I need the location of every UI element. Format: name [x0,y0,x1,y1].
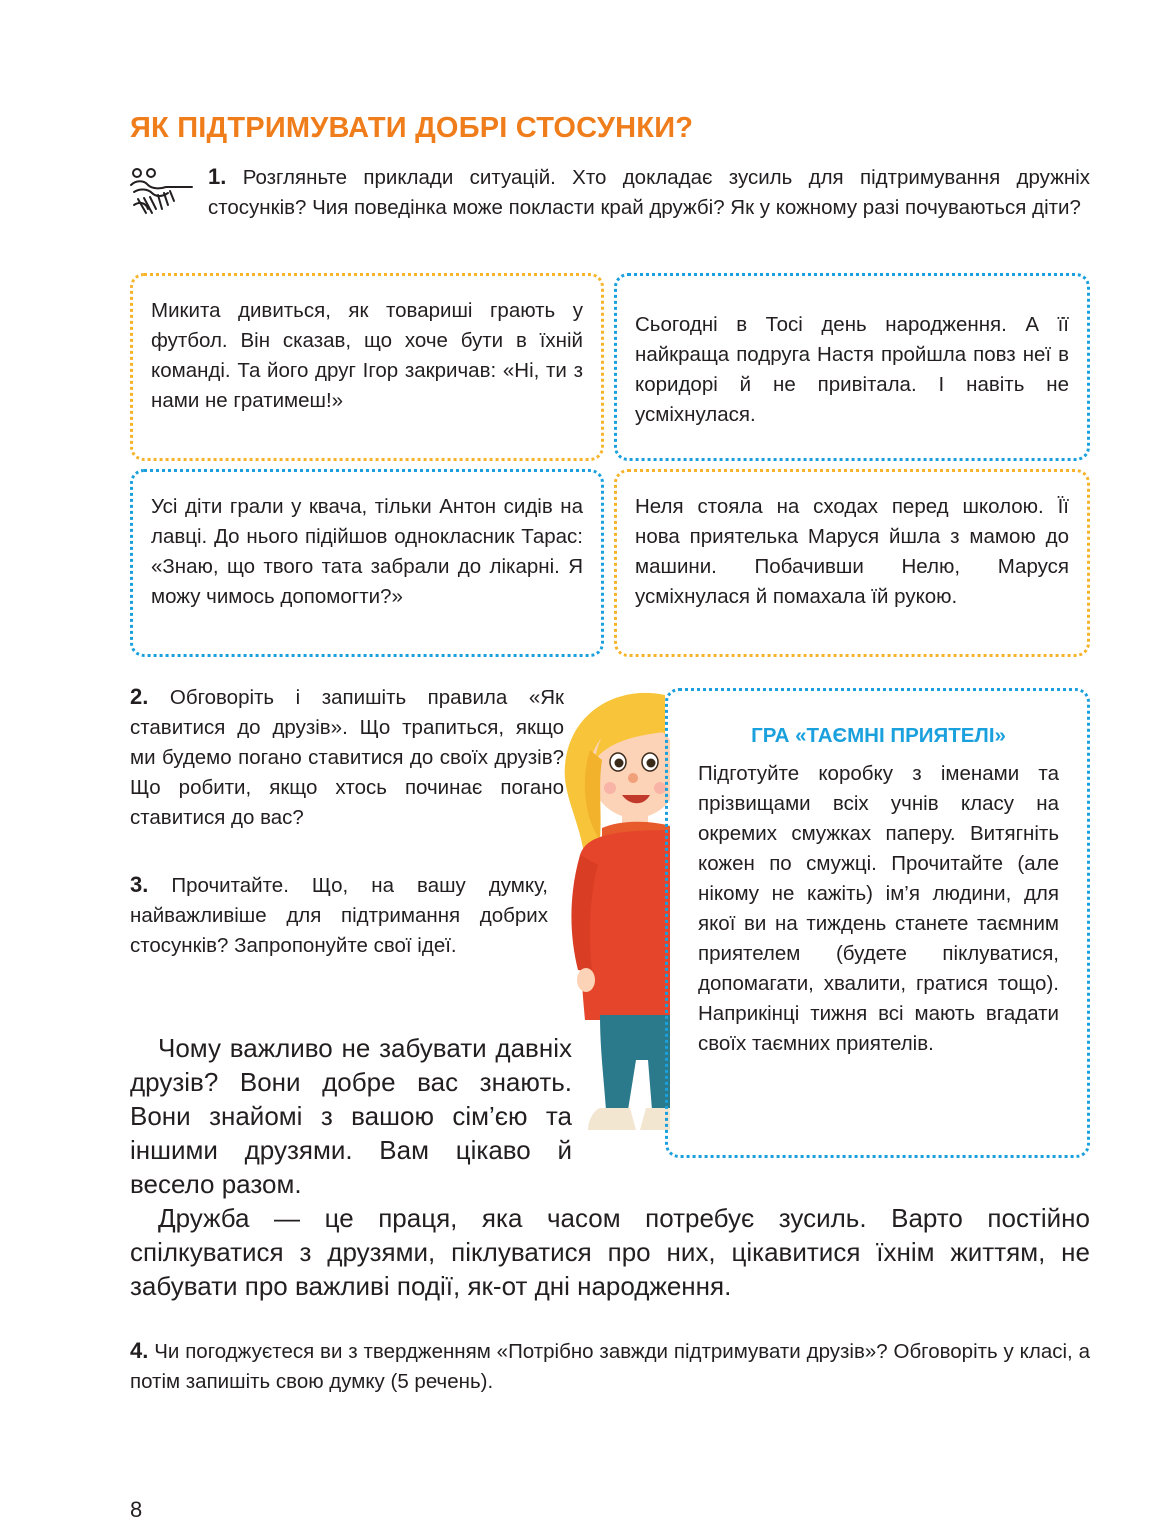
paragraph-friendship-work [130,1201,1090,1303]
game-text: Підготуйте коробку з іменами та прізвищами всіх учнів класу на окремих смужках паперу. Витягніть кожен по смужці. Прочитайте (але нікому не кажіть) ім’я людини, для якої ви на тиждень станете таємним приятелем (будете піклуватися, допомагати, хвалити, гратися тощо). Наприкінці тижня всі мають вгадати своїх таємних приятелів. [698,762,1059,1055]
page-number: 8 [130,1497,143,1522]
task-4-number: 4. [130,1338,149,1363]
task-1-number: 1. [208,164,227,189]
situation-card-4 [614,469,1090,657]
task-3-number: 3. [130,872,149,897]
task-3-text: Прочитайте. Що, на вашу думку, найважливіше для підтримання добрих стосунків? Запропонуйте свої ідеї. [130,874,548,957]
paragraph-old-friends-text: Чому важливо не забувати давніх друзів? Вони добре вас знають. Вони знайомі з вашою сім’єю та іншими друзями. Вам цікаво й весело разом. [130,1033,572,1199]
task-4 [130,1336,1090,1397]
situation-card-2 [614,273,1090,461]
task-2-text: Обговоріть і запишіть правила «Як ставитися до друзів». Що трапиться, якщо ми будемо погано ставитися до своїх друзів? Що робити, якщо хтось починає погано ставитися до вас? [130,686,564,829]
group-discussion-icon [128,165,196,225]
task-2 [130,682,564,833]
task-4-text: Чи погоджуєтеся ви з твердженням «Потрібно завжди підтримувати друзів»? Обговоріть у класі, а потім запишіть свою думку (5 речень). [130,1340,1090,1393]
game-card [665,688,1090,1158]
situation-card-1 [130,273,604,461]
game-title: ГРА «ТАЄМНІ ПРИЯТЕЛІ» [751,724,1006,747]
situation-text-2: Сьогодні в Тосі день народження. А її найкраща подруга Настя пройшла повз неї в коридорі й не привітала. І навіть не усміхнулася. [635,313,1069,426]
page-title: ЯК ПІДТРИМУВАТИ ДОБРІ СТОСУНКИ? [130,112,694,144]
situation-text-3: Усі діти грали у квача, тільки Антон сидів на лавці. До нього підійшов однокласник Тарас: «Знаю, що твого тата забрали до лікарні. Я можу чимось допомогти?» [151,495,583,608]
task-2-number: 2. [130,684,149,709]
paragraph-friendship-work-text: Дружба — це праця, яка часом потребує зусиль. Варто постійно спілкуватися з друзями, піклуватися про них, цікавитися їхнім життям, не забувати про важливі події, як-от дні народження. [130,1203,1090,1301]
paragraph-old-friends [130,1031,572,1201]
task-1 [208,162,1090,223]
situation-card-3 [130,469,604,657]
situation-text-1: Микита дивиться, як товариші грають у футбол. Він сказав, що хоче бути в їхній команді. Та його друг Ігор закричав: «Ні, ти з нами не гратимеш!» [151,299,583,412]
task-3 [130,870,548,961]
task-1-text: Розгляньте приклади ситуацій. Хто докладає зусиль для підтримування дружніх стосунків? Чия поведінка може покласти край дружбі? Як у кожному разі почуваються діти? [208,166,1090,219]
situation-text-4: Неля стояла на сходах перед школою. Її нова приятелька Маруся йшла з мамою до машини. Побачивши Нелю, Маруся усміхнулася й помахала їй рукою. [635,495,1069,608]
